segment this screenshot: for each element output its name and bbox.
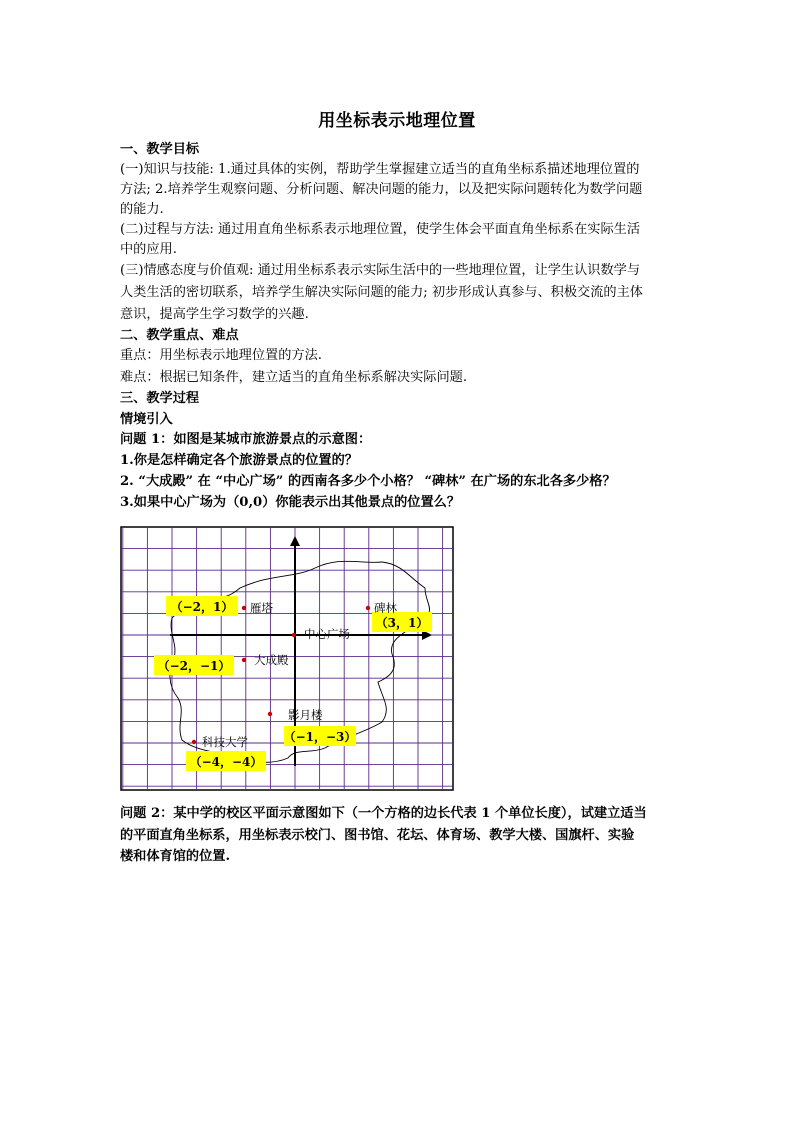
place-name: 中心广场 — [304, 627, 350, 641]
place-marker — [166, 596, 273, 616]
problem2-line: 楼和体育馆的位置. — [120, 849, 231, 864]
place-point — [242, 606, 246, 610]
place-name: 大成殿 — [254, 653, 289, 667]
problem2-line: 的平面直角坐标系，用坐标表示校门、图书馆、花坛、体育场、教学大楼、国旗杆、实验 — [120, 828, 635, 843]
place-point — [292, 633, 296, 637]
problem2-line: 问题 2：某中学的校区平面示意图如下（一个方格的边长代表 1 个单位长度），试建立适当 — [120, 806, 647, 821]
section1-line: 中的应用. — [120, 242, 177, 257]
place-marker — [154, 653, 289, 675]
section2-line: 重点：用坐标表示地理位置的方法. — [120, 348, 323, 363]
section1-heading: 一、教学目标 — [120, 142, 200, 157]
tourist-map-figure — [120, 526, 454, 791]
place-marker — [186, 735, 266, 771]
coordinate-label: （3，1） — [375, 616, 429, 630]
place-name: 雁塔 — [250, 601, 273, 615]
problem1-line: 3.如果中心广场为（0,0）你能表示出其他景点的位置么？ — [120, 495, 461, 510]
place-name: 碑林 — [374, 601, 397, 615]
place-marker — [366, 601, 432, 632]
place-point — [268, 712, 272, 716]
problem1-line: 问题 1：如图是某城市旅游景点的示意图： — [120, 432, 372, 447]
problem1-line: 2. “大成殿” 在 “中心广场” 的西南各多少个小格？ “碑林” 在广场的东北各多少格？ — [120, 474, 616, 489]
problem1-line: 1.你是怎样确定各个旅游景点的位置的？ — [120, 453, 358, 468]
coordinate-label: （−1，−3） — [283, 730, 357, 744]
section1-line: 的能力. — [120, 202, 164, 217]
section1-line: (三)情感态度与价值观: 通过用坐标系表示实际生活中的一些地理位置，让学生认识数学与 — [120, 263, 641, 278]
page-title: 用坐标表示地理位置 — [318, 111, 476, 131]
place-name: 科技大学 — [202, 735, 248, 749]
section1-line: 人类生活的密切联系，培养学生解决实际问题的能力; 初步形成认真参与、积极交流的主体 — [120, 285, 643, 300]
place-point — [366, 606, 370, 610]
section2-heading: 二、教学重点、难点 — [120, 328, 239, 343]
origin-dot — [294, 549, 296, 551]
section1-line: (一)知识与技能: 1.通过具体的实例，帮助学生掌握建立适当的直角坐标系描述地理位置的 — [120, 162, 640, 177]
section1-line: 意识，提高学生学习数学的兴趣. — [120, 307, 309, 322]
place-name: 影月楼 — [288, 708, 323, 722]
section3-heading: 三、教学过程 — [120, 391, 200, 406]
place-marker — [268, 708, 357, 746]
place-point — [242, 658, 246, 662]
coordinate-label: （−2，−1） — [157, 659, 231, 673]
section2-line: 难点：根据已知条件，建立适当的直角坐标系解决实际问题. — [120, 370, 468, 385]
place-point — [192, 740, 196, 744]
coordinate-label: （−2，1） — [170, 600, 234, 614]
y-axis-arrow — [290, 536, 300, 546]
coordinate-label: （−4，−4） — [189, 755, 263, 769]
section1-line: 方法; 2.培养学生观察问题、分析问题、解决问题的能力，以及把实际问题转化为数学问题 — [120, 182, 643, 197]
section1-line: (二)过程与方法: 通过用直角坐标系表示地理位置，使学生体会平面直角坐标系在实际生活 — [120, 222, 641, 237]
section3-subheading: 情境引入 — [120, 412, 173, 427]
tourist-map-svg — [120, 526, 454, 791]
